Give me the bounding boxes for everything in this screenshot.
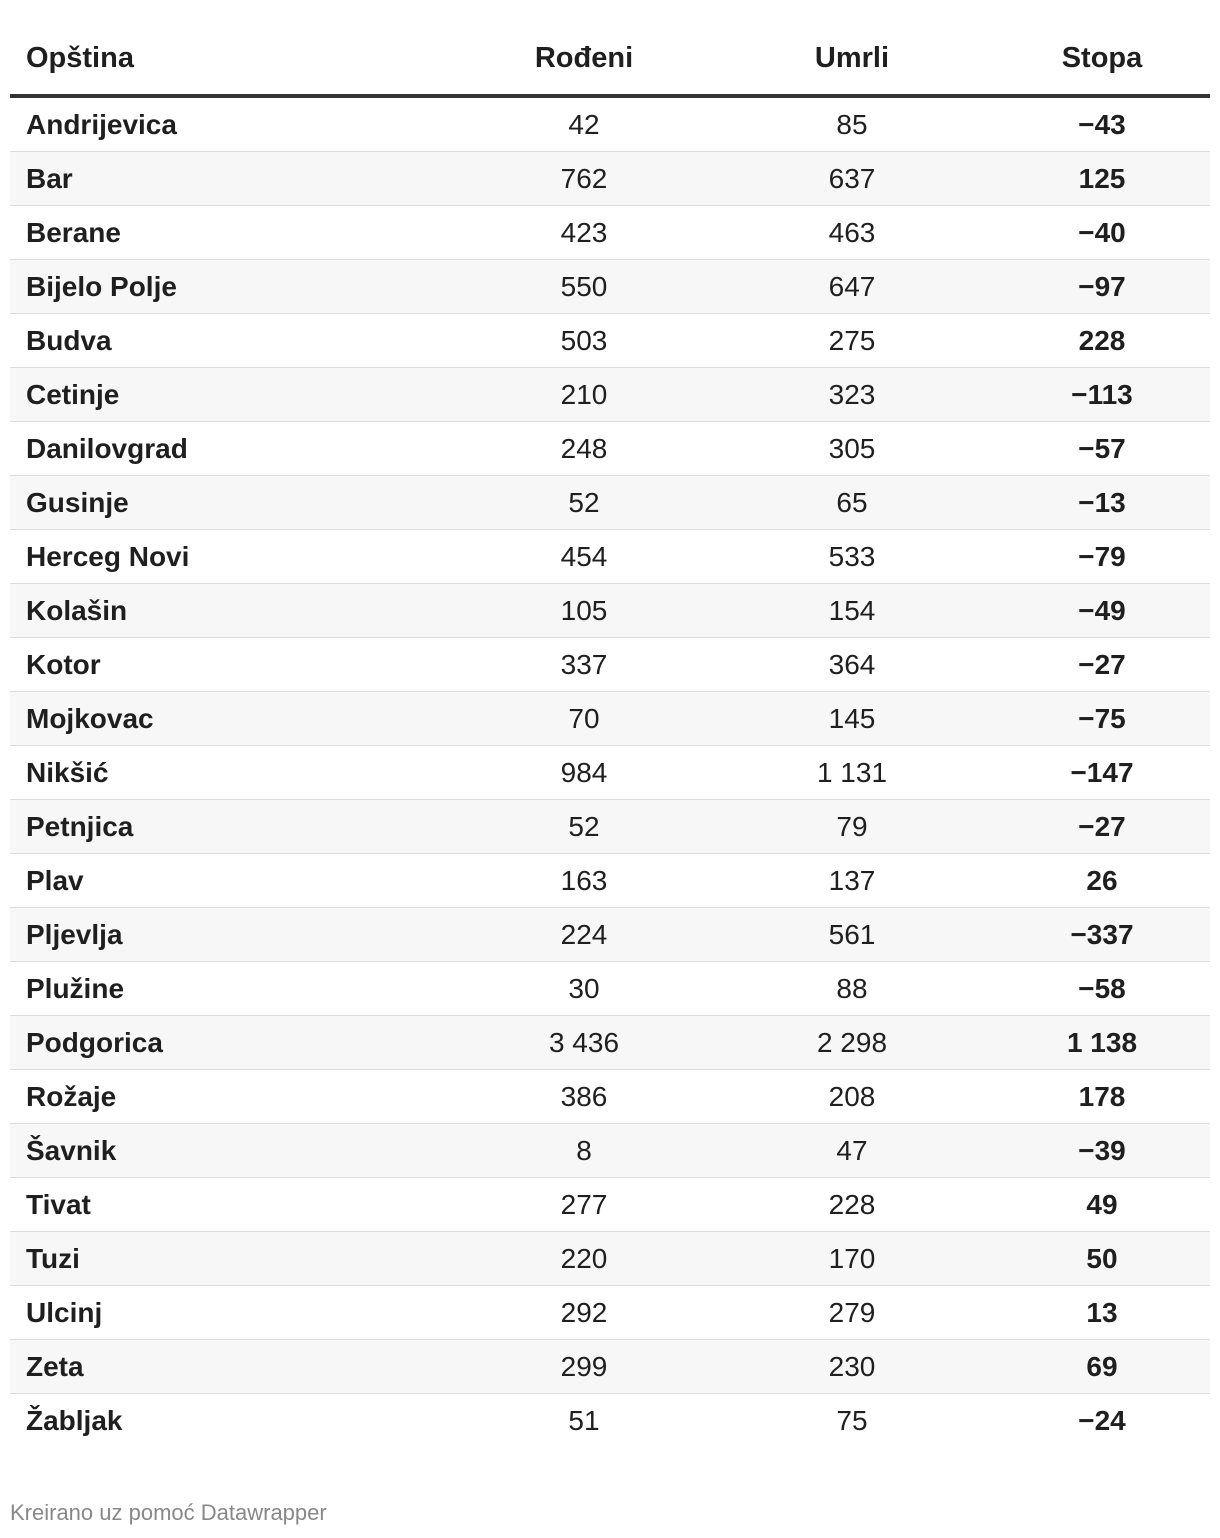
cell-rodeni: 52 <box>568 486 600 518</box>
cell-rodeni: 224 <box>560 918 608 950</box>
cell-opstina: Danilovgrad <box>26 432 188 464</box>
cell-umrli: 533 <box>828 540 876 572</box>
cell-stopa: −27 <box>1078 648 1126 680</box>
cell-rodeni: 248 <box>560 432 608 464</box>
cell-opstina: Bar <box>26 162 73 194</box>
footer-credit[interactable]: Kreirano uz pomoć Datawrapper <box>10 1500 327 1525</box>
cell-rodeni: 984 <box>560 756 608 788</box>
cell-stopa: −58 <box>1078 972 1126 1004</box>
cell-umrli: 145 <box>828 702 876 734</box>
cell-opstina: Kotor <box>26 648 101 680</box>
cell-opstina: Budva <box>26 324 112 356</box>
cell-rodeni: 454 <box>560 540 608 572</box>
cell-rodeni: 70 <box>568 702 600 734</box>
table-row <box>10 1340 1210 1394</box>
table-row <box>10 1016 1210 1070</box>
cell-stopa: 26 <box>1086 864 1118 896</box>
cell-rodeni: 3 436 <box>548 1026 620 1058</box>
cell-stopa: −147 <box>1070 756 1134 788</box>
cell-umrli: 637 <box>828 162 876 194</box>
table-row <box>10 260 1210 314</box>
cell-stopa: 125 <box>1078 162 1126 194</box>
cell-opstina: Šavnik <box>26 1134 117 1166</box>
header-stopa[interactable]: Stopa <box>1061 41 1143 74</box>
cell-stopa: −113 <box>1071 378 1133 410</box>
cell-opstina: Plužine <box>26 972 125 1004</box>
table-row <box>10 746 1210 800</box>
cell-stopa: 69 <box>1086 1350 1118 1382</box>
cell-rodeni: 762 <box>560 162 608 194</box>
cell-umrli: 463 <box>828 216 876 248</box>
cell-rodeni: 299 <box>560 1350 608 1382</box>
cell-stopa: −49 <box>1078 594 1126 626</box>
cell-umrli: 170 <box>828 1242 876 1274</box>
cell-rodeni: 503 <box>560 324 608 356</box>
cell-rodeni: 386 <box>560 1080 608 1112</box>
cell-umrli: 1 131 <box>816 756 888 788</box>
cell-rodeni: 163 <box>560 864 608 896</box>
cell-stopa: 50 <box>1086 1242 1118 1274</box>
table-row <box>10 314 1210 368</box>
cell-stopa: −39 <box>1078 1134 1126 1166</box>
cell-opstina: Tivat <box>26 1188 91 1220</box>
table-row <box>10 152 1210 206</box>
cell-opstina: Pljevlja <box>26 918 123 950</box>
cell-umrli: 65 <box>836 486 868 518</box>
table-row <box>10 908 1210 962</box>
cell-stopa: 228 <box>1078 324 1126 356</box>
cell-rodeni: 277 <box>560 1188 608 1220</box>
cell-opstina: Petnjica <box>26 810 134 842</box>
cell-opstina: Žabljak <box>26 1405 123 1436</box>
cell-umrli: 47 <box>836 1134 868 1166</box>
cell-opstina: Tuzi <box>26 1242 80 1274</box>
cell-umrli: 323 <box>828 378 876 410</box>
table-row <box>10 1178 1210 1232</box>
cell-stopa: −13 <box>1078 486 1126 518</box>
table-row <box>10 1124 1210 1178</box>
cell-rodeni: 292 <box>560 1296 608 1328</box>
table-row <box>10 638 1210 692</box>
cell-stopa: 13 <box>1086 1296 1118 1328</box>
cell-rodeni: 42 <box>568 108 600 140</box>
cell-opstina: Nikšić <box>26 756 109 788</box>
cell-opstina: Herceg Novi <box>26 540 190 572</box>
cell-stopa: −79 <box>1078 540 1126 572</box>
cell-opstina: Podgorica <box>26 1026 163 1058</box>
data-table <box>10 24 1210 1448</box>
cell-opstina: Kolašin <box>26 594 128 626</box>
table-row <box>10 800 1210 854</box>
cell-opstina: Bijelo Polje <box>26 270 177 302</box>
cell-opstina: Mojkovac <box>26 702 154 734</box>
table-row <box>10 1070 1210 1124</box>
table-row <box>10 98 1210 152</box>
cell-umrli: 279 <box>828 1296 876 1328</box>
table-body <box>10 98 1210 1448</box>
cell-umrli: 230 <box>828 1350 876 1382</box>
table-row <box>10 1232 1210 1286</box>
cell-stopa: −75 <box>1078 702 1126 734</box>
table-row <box>10 206 1210 260</box>
cell-umrli: 364 <box>828 648 876 680</box>
cell-rodeni: 550 <box>560 270 608 302</box>
cell-umrli: 647 <box>828 270 876 302</box>
cell-opstina: Rožaje <box>26 1080 117 1112</box>
cell-rodeni: 105 <box>560 594 608 626</box>
cell-umrli: 88 <box>836 972 868 1004</box>
cell-opstina: Andrijevica <box>26 108 177 140</box>
cell-rodeni: 52 <box>568 810 600 842</box>
cell-umrli: 208 <box>828 1080 876 1112</box>
header-umrli[interactable]: Umrli <box>814 41 890 74</box>
cell-stopa: −57 <box>1078 432 1126 464</box>
table-row <box>10 476 1210 530</box>
table-row <box>10 854 1210 908</box>
cell-opstina: Cetinje <box>26 378 120 410</box>
table-row <box>10 692 1210 746</box>
table-row <box>10 962 1210 1016</box>
cell-umrli: 154 <box>828 594 876 626</box>
cell-rodeni: 423 <box>560 216 608 248</box>
cell-rodeni: 220 <box>560 1242 608 1274</box>
cell-opstina: Gusinje <box>26 486 129 518</box>
cell-umrli: 2 298 <box>816 1026 888 1058</box>
table-header <box>10 24 1210 98</box>
table-row <box>10 1286 1210 1340</box>
cell-opstina: Ulcinj <box>26 1296 103 1328</box>
cell-umrli: 561 <box>828 918 876 950</box>
cell-opstina: Plav <box>26 864 84 896</box>
cell-opstina: Zeta <box>26 1350 84 1382</box>
cell-rodeni: 30 <box>568 972 600 1004</box>
cell-umrli: 305 <box>828 432 876 464</box>
table-row <box>10 530 1210 584</box>
cell-umrli: 228 <box>828 1188 876 1220</box>
cell-opstina: Berane <box>26 216 121 248</box>
table-row <box>10 368 1210 422</box>
cell-stopa: −40 <box>1078 216 1126 248</box>
cell-stopa: −97 <box>1078 270 1126 302</box>
header-rodeni[interactable]: Rođeni <box>534 41 634 74</box>
cell-umrli: 75 <box>836 1405 868 1436</box>
cell-umrli: 275 <box>828 324 876 356</box>
cell-stopa: −27 <box>1078 810 1126 842</box>
table-row <box>10 584 1210 638</box>
table-row <box>10 1394 1210 1448</box>
header-opstina[interactable]: Opština <box>26 41 134 74</box>
cell-stopa: 1 138 <box>1066 1026 1138 1058</box>
cell-rodeni: 8 <box>576 1134 592 1166</box>
cell-rodeni: 337 <box>560 648 608 680</box>
cell-stopa: 178 <box>1078 1080 1126 1112</box>
cell-stopa: −43 <box>1078 108 1126 140</box>
cell-stopa: 49 <box>1086 1188 1118 1220</box>
cell-stopa: −337 <box>1070 918 1134 950</box>
cell-stopa: −24 <box>1078 1405 1126 1436</box>
table-row <box>10 422 1210 476</box>
cell-umrli: 79 <box>836 810 868 842</box>
cell-umrli: 85 <box>836 108 868 140</box>
cell-rodeni: 210 <box>560 378 608 410</box>
cell-umrli: 137 <box>828 864 876 896</box>
cell-rodeni: 51 <box>568 1405 600 1436</box>
